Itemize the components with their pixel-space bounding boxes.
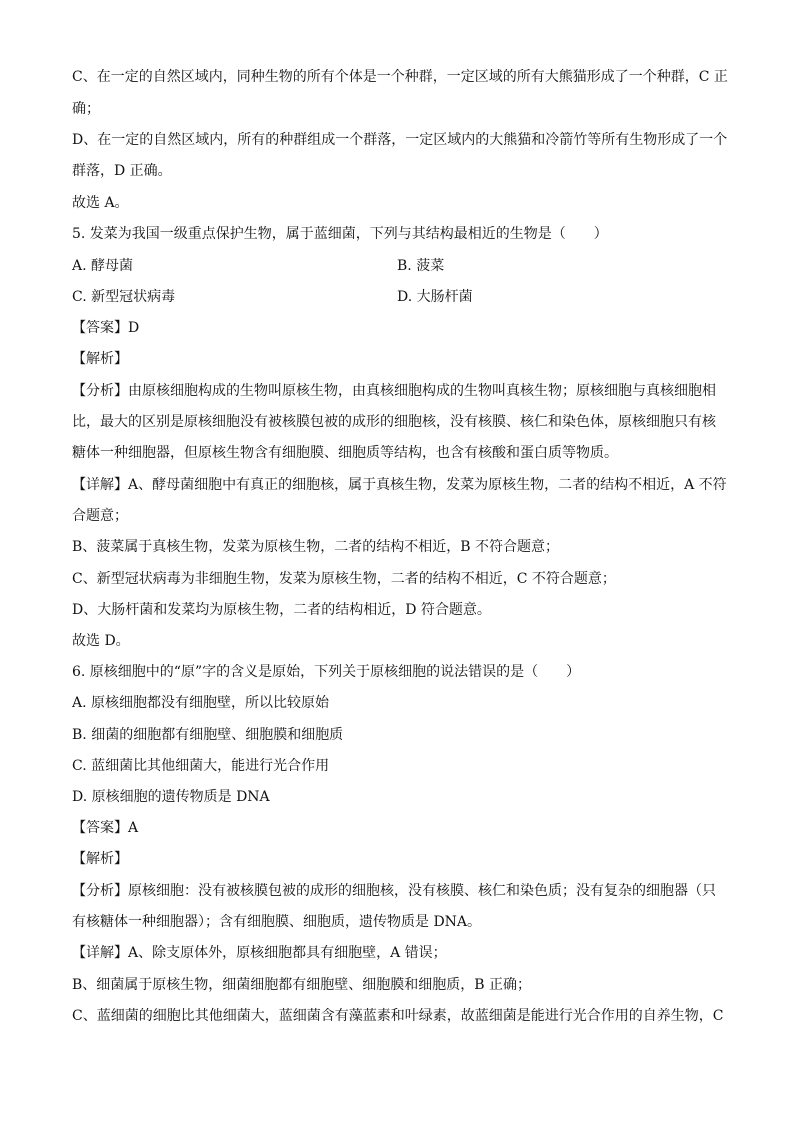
question-6-stem: 6. 原核细胞中的“原”字的含义是原始，下列关于原核细胞的说法错误的是（ ） [72,664,581,680]
text-line: B、细菌属于原核生物，细菌细胞都有细胞壁、细胞膜和细胞质，B 正确； [72,977,532,993]
answer-label: 【答案】D [72,320,140,336]
q6-option-a: A. 原核细胞都没有细胞壁，所以比较原始 [72,695,330,711]
text-line: D、在一定的自然区域内，所有的种群组成一个群落，一定区域内的大熊猫和冷箭竹等所有生物形成了一个 [72,132,728,148]
text-line: 【分析】由原核细胞构成的生物叫原核生物，由真核细胞构成的生物叫真核生物；原核细胞与真核细胞相 [72,383,716,399]
q5-option-b: B. 菠菜 [397,258,445,274]
text-line: 故选 D。 [72,633,130,649]
text-line: 群落，D 正确。 [72,163,172,179]
text-line: 合题意； [72,508,128,524]
text-line: C、在一定的自然区域内，同种生物的所有个体是一个种群，一定区域的所有大熊猫形成了一个种群，C 正 [72,69,728,85]
text-line: 有核糖体一种细胞器）；含有细胞膜、细胞质，遗传物质是 DNA。 [72,914,482,930]
text-line: 故选 A。 [72,195,129,211]
q5-option-d: D. 大肠杆菌 [397,289,473,305]
text-line: 【详解】A、除支原体外，原核细胞都具有细胞壁，A 错误； [72,945,447,961]
text-line: 确； [72,101,100,117]
q6-option-c: C. 蓝细菌比其他细菌大，能进行光合作用 [72,758,330,774]
text-line: 比，最大的区别是原核细胞没有被核膜包被的成形的细胞核，没有核膜、核仁和染色体，原核细胞只有核 [72,414,716,430]
question-5-stem: 5. 发菜为我国一级重点保护生物，属于蓝细菌，下列与其结构最相近的生物是（ ） [72,226,608,242]
text-line: C、新型冠状病毒为非细胞生物，发菜为原核生物，二者的结构不相近，C 不符合题意； [72,571,616,587]
q5-option-c: C. 新型冠状病毒 [72,289,176,305]
text-line: 【分析】原核细胞：没有被核膜包被的成形的细胞核，没有核膜、核仁和染色质；没有复杂的细胞器（只 [72,883,716,899]
analysis-label: 【解析】 [72,351,128,367]
answer-label: 【答案】A [72,820,139,836]
text-line: 糖体一种细胞器，但原核生物含有细胞膜、细胞质等结构，也含有核酸和蛋白质等物质。 [72,445,618,461]
q6-option-b: B. 细菌的细胞都有细胞壁、细胞膜和细胞质 [72,727,344,743]
q6-option-d: D. 原核细胞的遗传物质是 DNA [72,789,270,805]
text-line: C、蓝细菌的细胞比其他细菌大，蓝细菌含有藻蓝素和叶绿素，故蓝细菌是能进行光合作用的自养生物，C [72,1008,724,1024]
q5-option-a: A. 酵母菌 [72,258,134,274]
text-line: B、菠菜属于真核生物，发菜为原核生物，二者的结构不相近，B 不符合题意； [72,539,560,555]
analysis-label: 【解析】 [72,851,128,867]
text-line: D、大肠杆菌和发菜均为原核生物，二者的结构相近，D 符合题意。 [72,602,491,618]
text-line: 【详解】A、酵母菌细胞中有真正的细胞核，属于真核生物，发菜为原核生物，二者的结构不相近，A 不符 [72,477,727,493]
